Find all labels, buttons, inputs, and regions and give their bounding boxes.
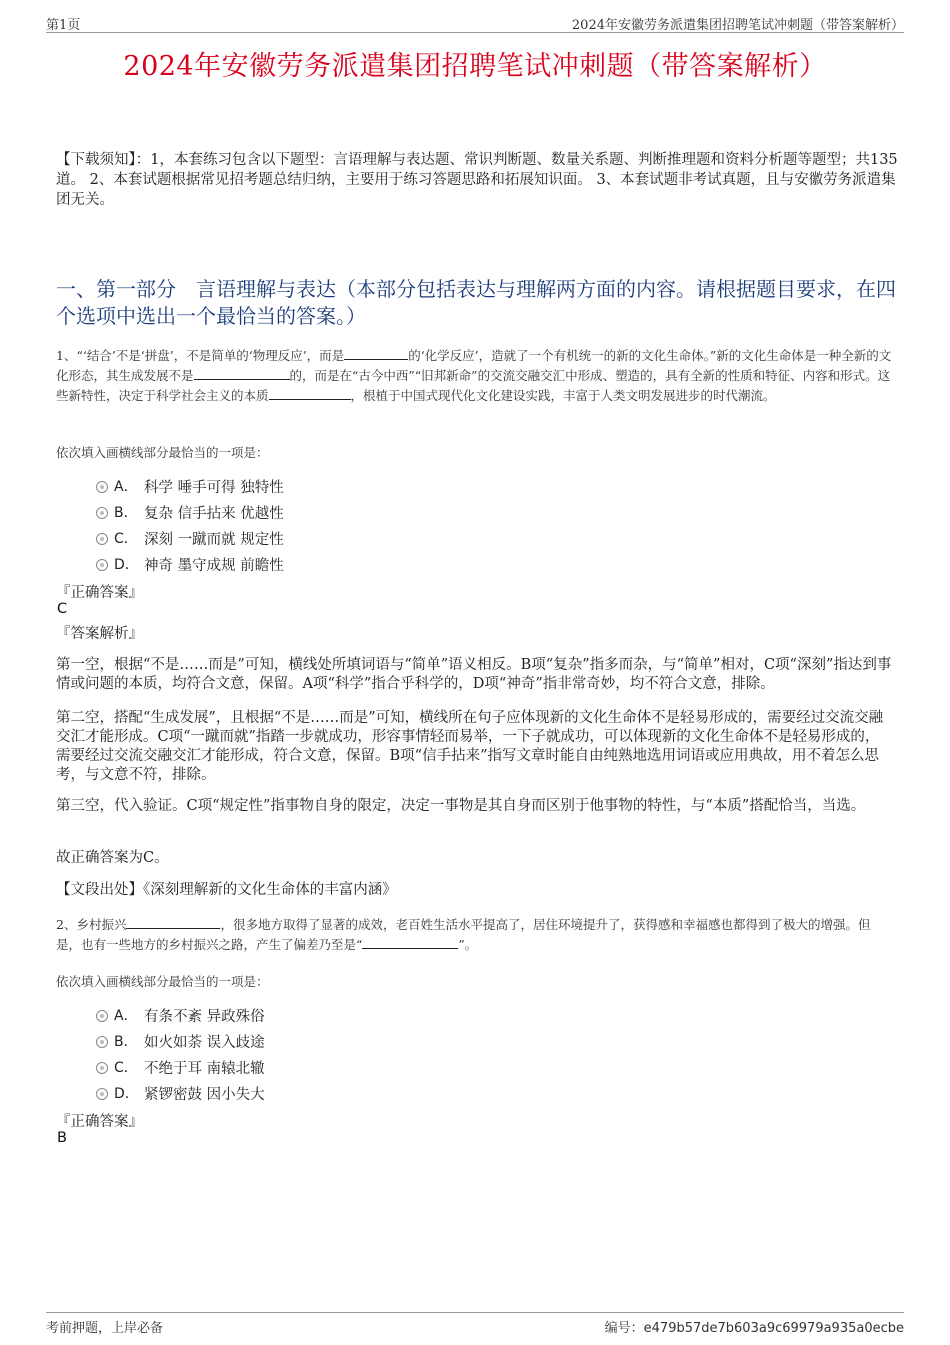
header-title: 2024年安徽劳务派遣集团招聘笔试冲刺题（带答案解析） bbox=[571, 18, 904, 33]
option-text: 复杂 信手拈来 优越性 bbox=[144, 506, 284, 522]
page-footer bbox=[46, 1312, 904, 1335]
document-title: 2024年安徽劳务派遣集团招聘笔试冲刺题（带答案解析） bbox=[123, 51, 827, 82]
radio-button[interactable] bbox=[96, 559, 108, 571]
source-citation: 【文段出处】《深刻理解新的文化生命体的丰富内涵》 bbox=[56, 882, 397, 898]
radio-button[interactable] bbox=[96, 1088, 108, 1100]
radio-button[interactable] bbox=[96, 1010, 108, 1022]
radio-button[interactable] bbox=[96, 481, 108, 493]
option-text: 紧锣密鼓 因小失大 bbox=[144, 1087, 265, 1103]
option-key: D． bbox=[114, 1086, 139, 1102]
option-key: C． bbox=[114, 1060, 138, 1076]
analysis-paragraph: 第二空，搭配“生成发展”，且根据“不是……而是”可知，横线所在句子应体现新的文化生命体不是轻易形成的，需要经过交流交融交汇才能形成。C项“一蹴而就”指踏一步就成功，形容事情轻而易举，一下子就成功，可以体现新的文化生命体不是轻易形成的，需要经过交流交融交汇才能形成，符合文意，保留。B项“信手拈来”指写文章时能自由纯熟地选用词语或应用典故，用不着怎么思考，与文意不符，排除。 bbox=[56, 710, 884, 783]
fill-blank bbox=[194, 366, 290, 380]
section-heading: 一、第一部分 言语理解与表达（本部分包括表达与理解两方面的内容。请根据题目要求，在四个选项中选出一个最恰当的答案。） bbox=[56, 277, 896, 328]
option-text: 科学 唾手可得 独特性 bbox=[144, 480, 284, 496]
analysis-conclusion: 故正确答案为C。 bbox=[56, 850, 169, 866]
correct-answer-label: 『正确答案』 bbox=[56, 585, 143, 601]
option-key: A． bbox=[114, 479, 138, 495]
correct-answer-label: 『正确答案』 bbox=[56, 1114, 143, 1130]
q1-text-part: 的，而是在“古今中西”“旧邦新命”的交流交融交汇中形成、塑造的，具有全新的性质和特征、内容和形式。这些新特性，决定于科学社会主义的本质 bbox=[56, 368, 891, 403]
page-number: 第1页 bbox=[46, 18, 81, 33]
option-text: 不绝于耳 南辕北辙 bbox=[144, 1061, 265, 1077]
question-1-stem bbox=[56, 346, 892, 406]
option-text: 有条不紊 异政殊俗 bbox=[144, 1009, 265, 1025]
q1-text-part: 1、“‘结合’不是‘拼盘’，不是简单的‘物理反应’，而是 bbox=[56, 348, 345, 363]
q1-text-part: 的‘化学反应’，造就了一个有机统一的新的文化生命体。”新的文化生命体是一种全新的文化形态，其生成发展不是 bbox=[56, 348, 892, 383]
radio-button[interactable] bbox=[96, 533, 108, 545]
code-label: 编号： bbox=[604, 1321, 644, 1336]
analysis-paragraph: 第一空，根据“不是……而是”可知，横线处所填词语与“简单”语义相反。B项“复杂”指多而杂，与“简单”相对，C项“深刻”指达到事情或问题的本质，均符合文意，保留。A项“科学”指合乎科学的，D项“神奇”指非常奇妙，均不符合文意，排除。 bbox=[56, 657, 892, 692]
q2-text-part: 2、乡村振兴 bbox=[56, 917, 127, 932]
code-value: e479b57de7b603a9c69979a935a0ecbe bbox=[643, 1321, 904, 1336]
option-key: B． bbox=[114, 1034, 138, 1050]
correct-answer: B bbox=[57, 1130, 67, 1146]
radio-button[interactable] bbox=[96, 1062, 108, 1074]
page-header bbox=[46, 12, 904, 33]
document-code bbox=[605, 1317, 904, 1336]
option-key: B． bbox=[114, 505, 138, 521]
radio-button[interactable] bbox=[96, 1036, 108, 1048]
download-notice: 【下载须知】：1，本套练习包含以下题型：言语理解与表达题、常识判断题、数量关系题、判断推理题和资料分析题等题型；共135道。 2、本套试题根据常见招考题总结归纳，主要用于练习答题思路和拓展知识面。 3、本套试题非考试真题，且与安徽劳务派遣集团无关。 bbox=[56, 152, 898, 208]
option-text: 如火如荼 误入歧途 bbox=[144, 1035, 265, 1051]
q2-text-part: ”。 bbox=[458, 937, 478, 952]
analysis-label: 『答案解析』 bbox=[56, 626, 143, 642]
correct-answer: C bbox=[57, 601, 68, 617]
q2-text-part: ，很多地方取得了显著的成效，老百姓生活水平提高了，居住环境提升了，获得感和幸福感也都得到了极大的增强。但是，也有一些地方的乡村振兴之路，产生了偏差乃至是“ bbox=[56, 917, 871, 952]
fill-blank bbox=[362, 935, 458, 949]
analysis-paragraph: 第三空，代入验证。C项“规定性”指事物自身的限定，决定一事物是其自身而区别于他事物的特性，与“本质”搭配恰当，当选。 bbox=[56, 798, 866, 814]
fill-blank bbox=[126, 915, 220, 929]
footer-slogan: 考前押题，上岸必备 bbox=[46, 1321, 164, 1336]
fill-blank bbox=[344, 346, 408, 360]
option-key: A． bbox=[114, 1008, 138, 1024]
option-text: 深刻 一蹴而就 规定性 bbox=[144, 532, 284, 548]
question-2-prompt: 依次填入画横线部分最恰当的一项是： bbox=[56, 974, 269, 989]
option-text: 神奇 墨守成规 前瞻性 bbox=[144, 558, 284, 574]
q1-text-part: ，根植于中国式现代化文化建设实践，丰富于人类文明发展进步的时代潮流。 bbox=[350, 388, 776, 403]
fill-blank bbox=[269, 386, 351, 400]
question-1-prompt: 依次填入画横线部分最恰当的一项是： bbox=[56, 445, 269, 460]
question-2-stem bbox=[56, 915, 892, 955]
option-key: D． bbox=[114, 557, 139, 573]
option-key: C． bbox=[114, 531, 138, 547]
radio-button[interactable] bbox=[96, 507, 108, 519]
